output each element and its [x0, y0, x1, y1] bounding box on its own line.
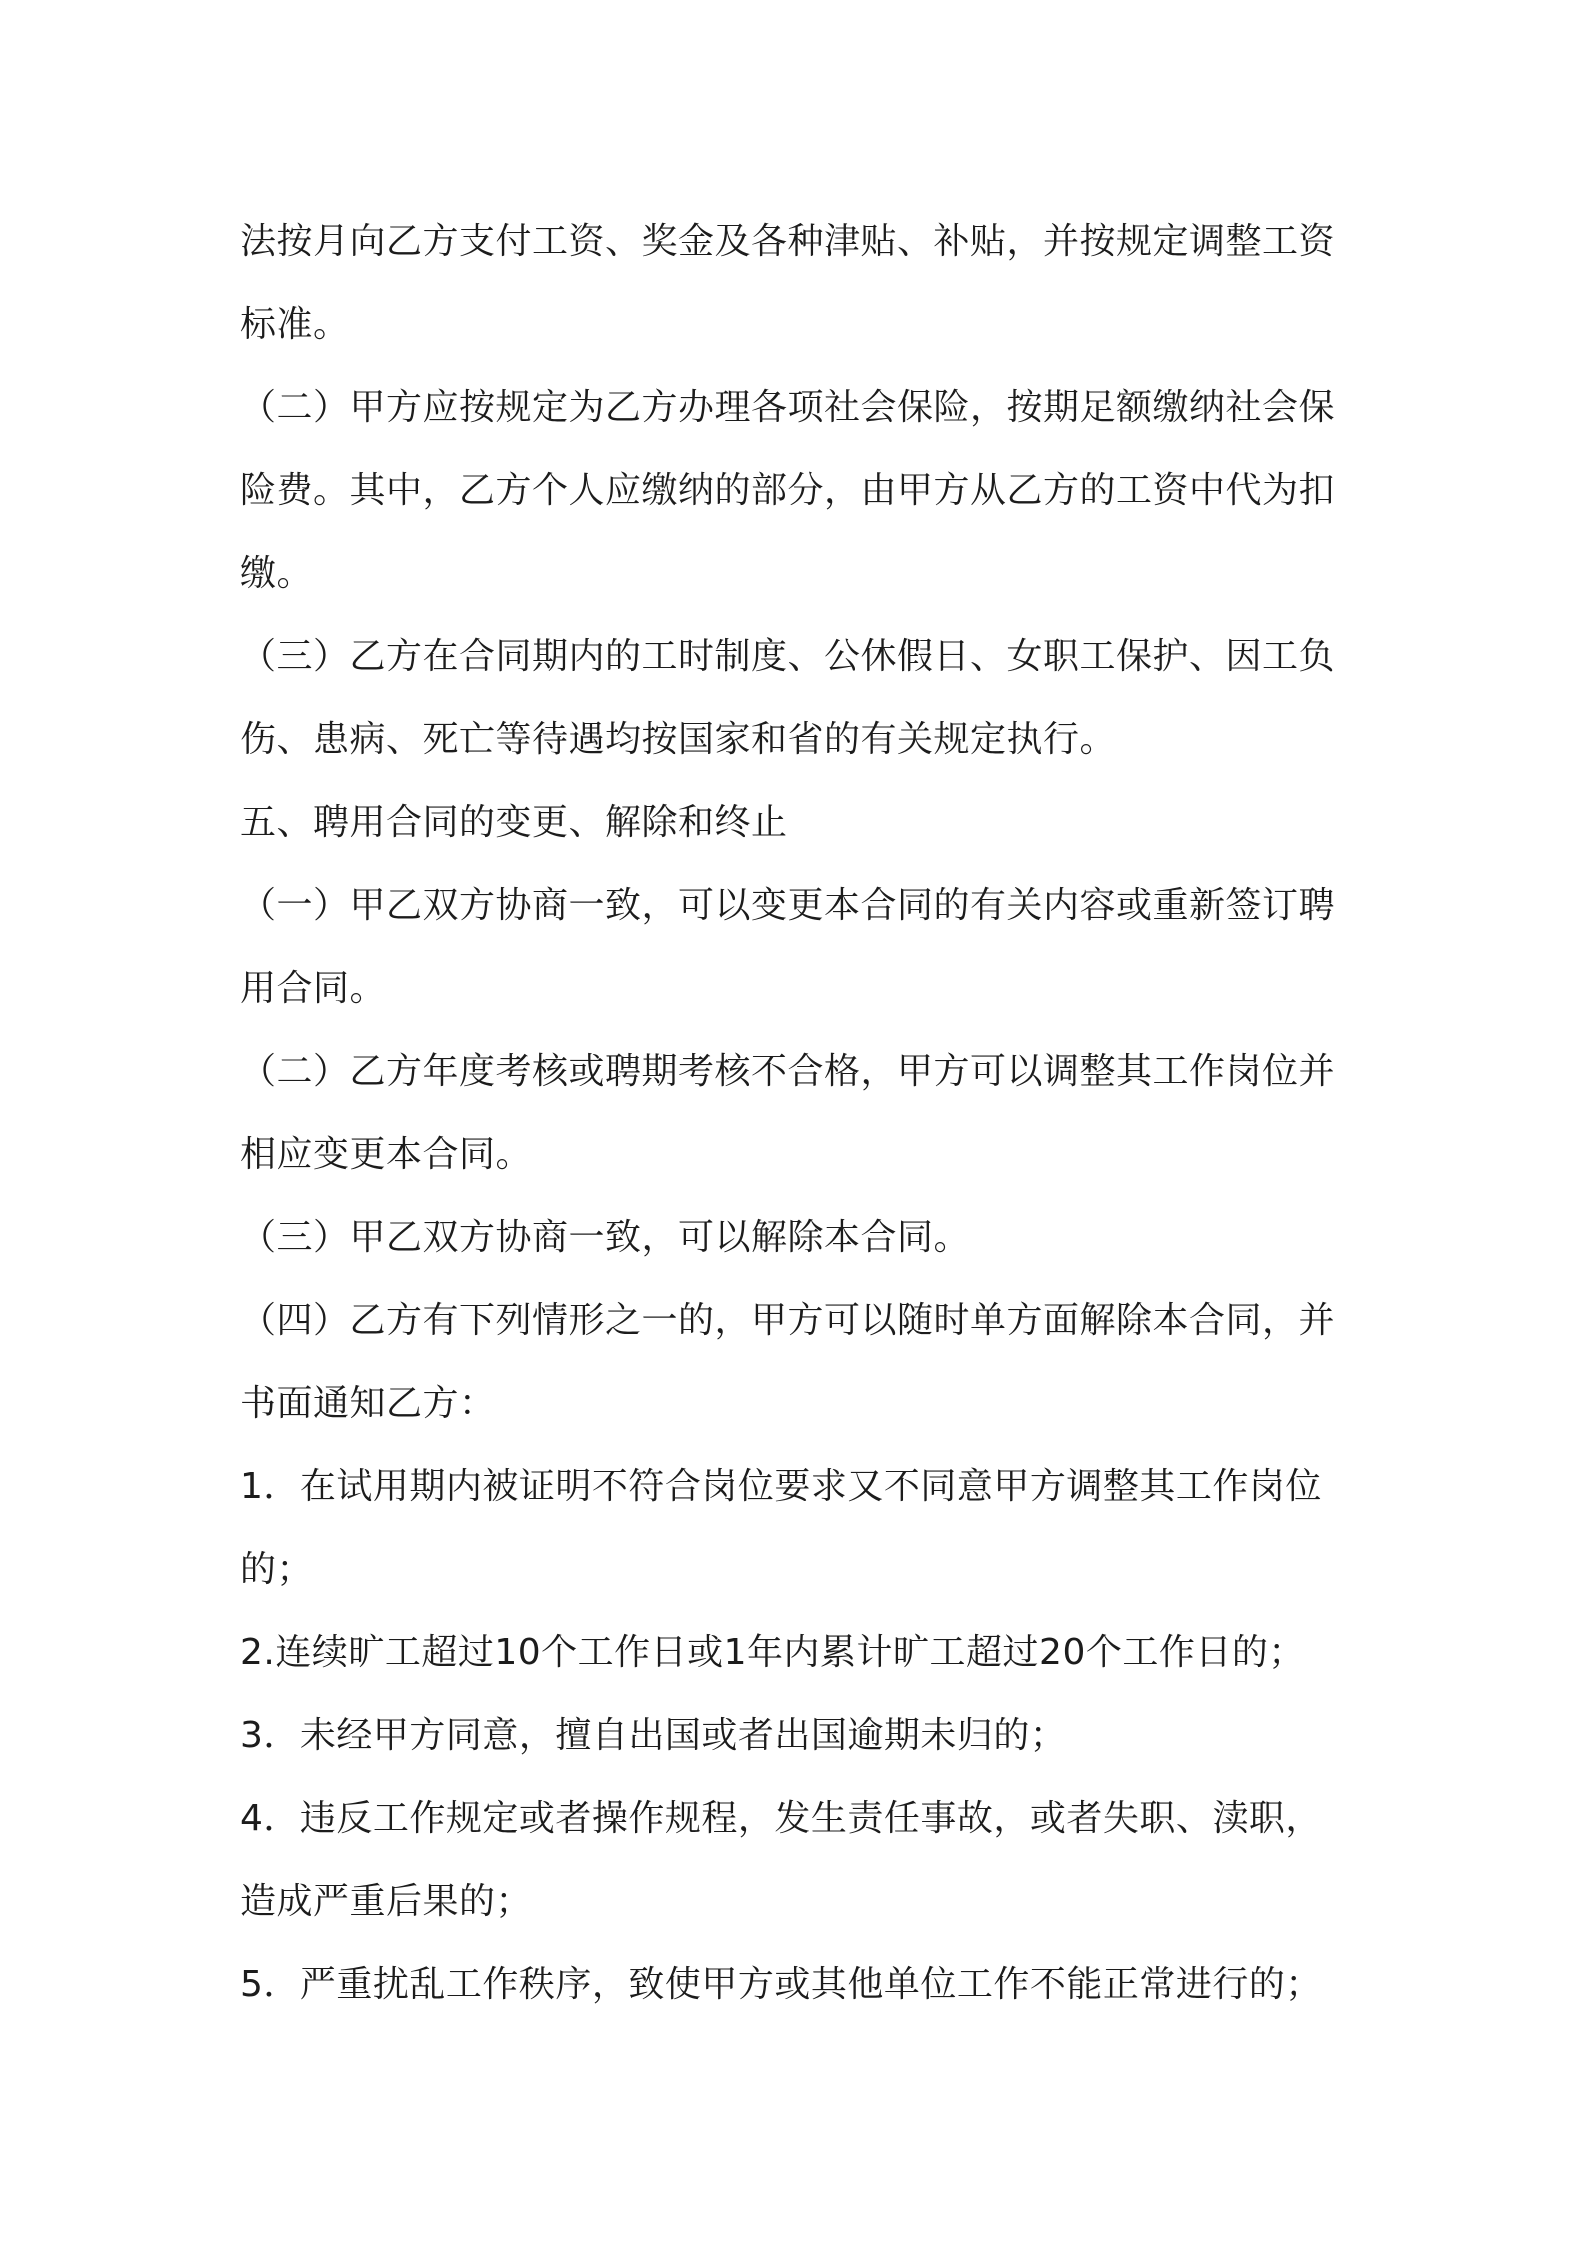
- list-item-unauthorized-travel: 3．未经甲方同意，擅自出国或者出国逾期未归的；: [240, 1715, 1067, 1756]
- list-item-probation: 1．在试用期内被证明不符合岗位要求又不同意甲方调整其工作岗位 的；: [240, 1466, 1322, 1590]
- list-item-absenteeism: 2.连续旷工超过10个工作日或1年内累计旷工超过20个工作日的；: [240, 1632, 1305, 1673]
- paragraph-mutual-change: （一）甲乙双方协商一致，可以变更本合同的有关内容或重新签订聘 用合同。: [240, 885, 1336, 1009]
- paragraph-salary-continuation: 法按月向乙方支付工资、奖金及各种津贴、补贴，并按规定调整工资 标准。: [240, 221, 1336, 345]
- paragraph-social-insurance: （二）甲方应按规定为乙方办理各项社会保险，按期足额缴纳社会保 险费。其中，乙方个人应缴纳的部分，由甲方从乙方的工资中代为扣 缴。: [240, 387, 1336, 594]
- list-item-disruption: 5．严重扰乱工作秩序，致使甲方或其他单位工作不能正常进行的；: [240, 1964, 1322, 2005]
- paragraph-assessment-failure: （二）乙方年度考核或聘期考核不合格，甲方可以调整其工作岗位并 相应变更本合同。: [240, 1051, 1336, 1175]
- paragraph-unilateral-termination: （四）乙方有下列情形之一的，甲方可以随时单方面解除本合同，并 书面通知乙方：: [240, 1300, 1336, 1424]
- paragraph-mutual-termination: （三）甲乙双方协商一致，可以解除本合同。: [240, 1217, 971, 1258]
- section-heading-changes-termination: 五、聘用合同的变更、解除和终止: [240, 802, 788, 843]
- contract-text-body: [240, 200, 1360, 2026]
- paragraph-working-hours: （三）乙方在合同期内的工时制度、公休假日、女职工保护、因工负 伤、患病、死亡等待遇均按国家和省的有关规定执行。: [240, 636, 1336, 760]
- list-item-violation: 4．违反工作规定或者操作规程，发生责任事故，或者失职、渎职， 造成严重后果的；: [240, 1798, 1322, 1922]
